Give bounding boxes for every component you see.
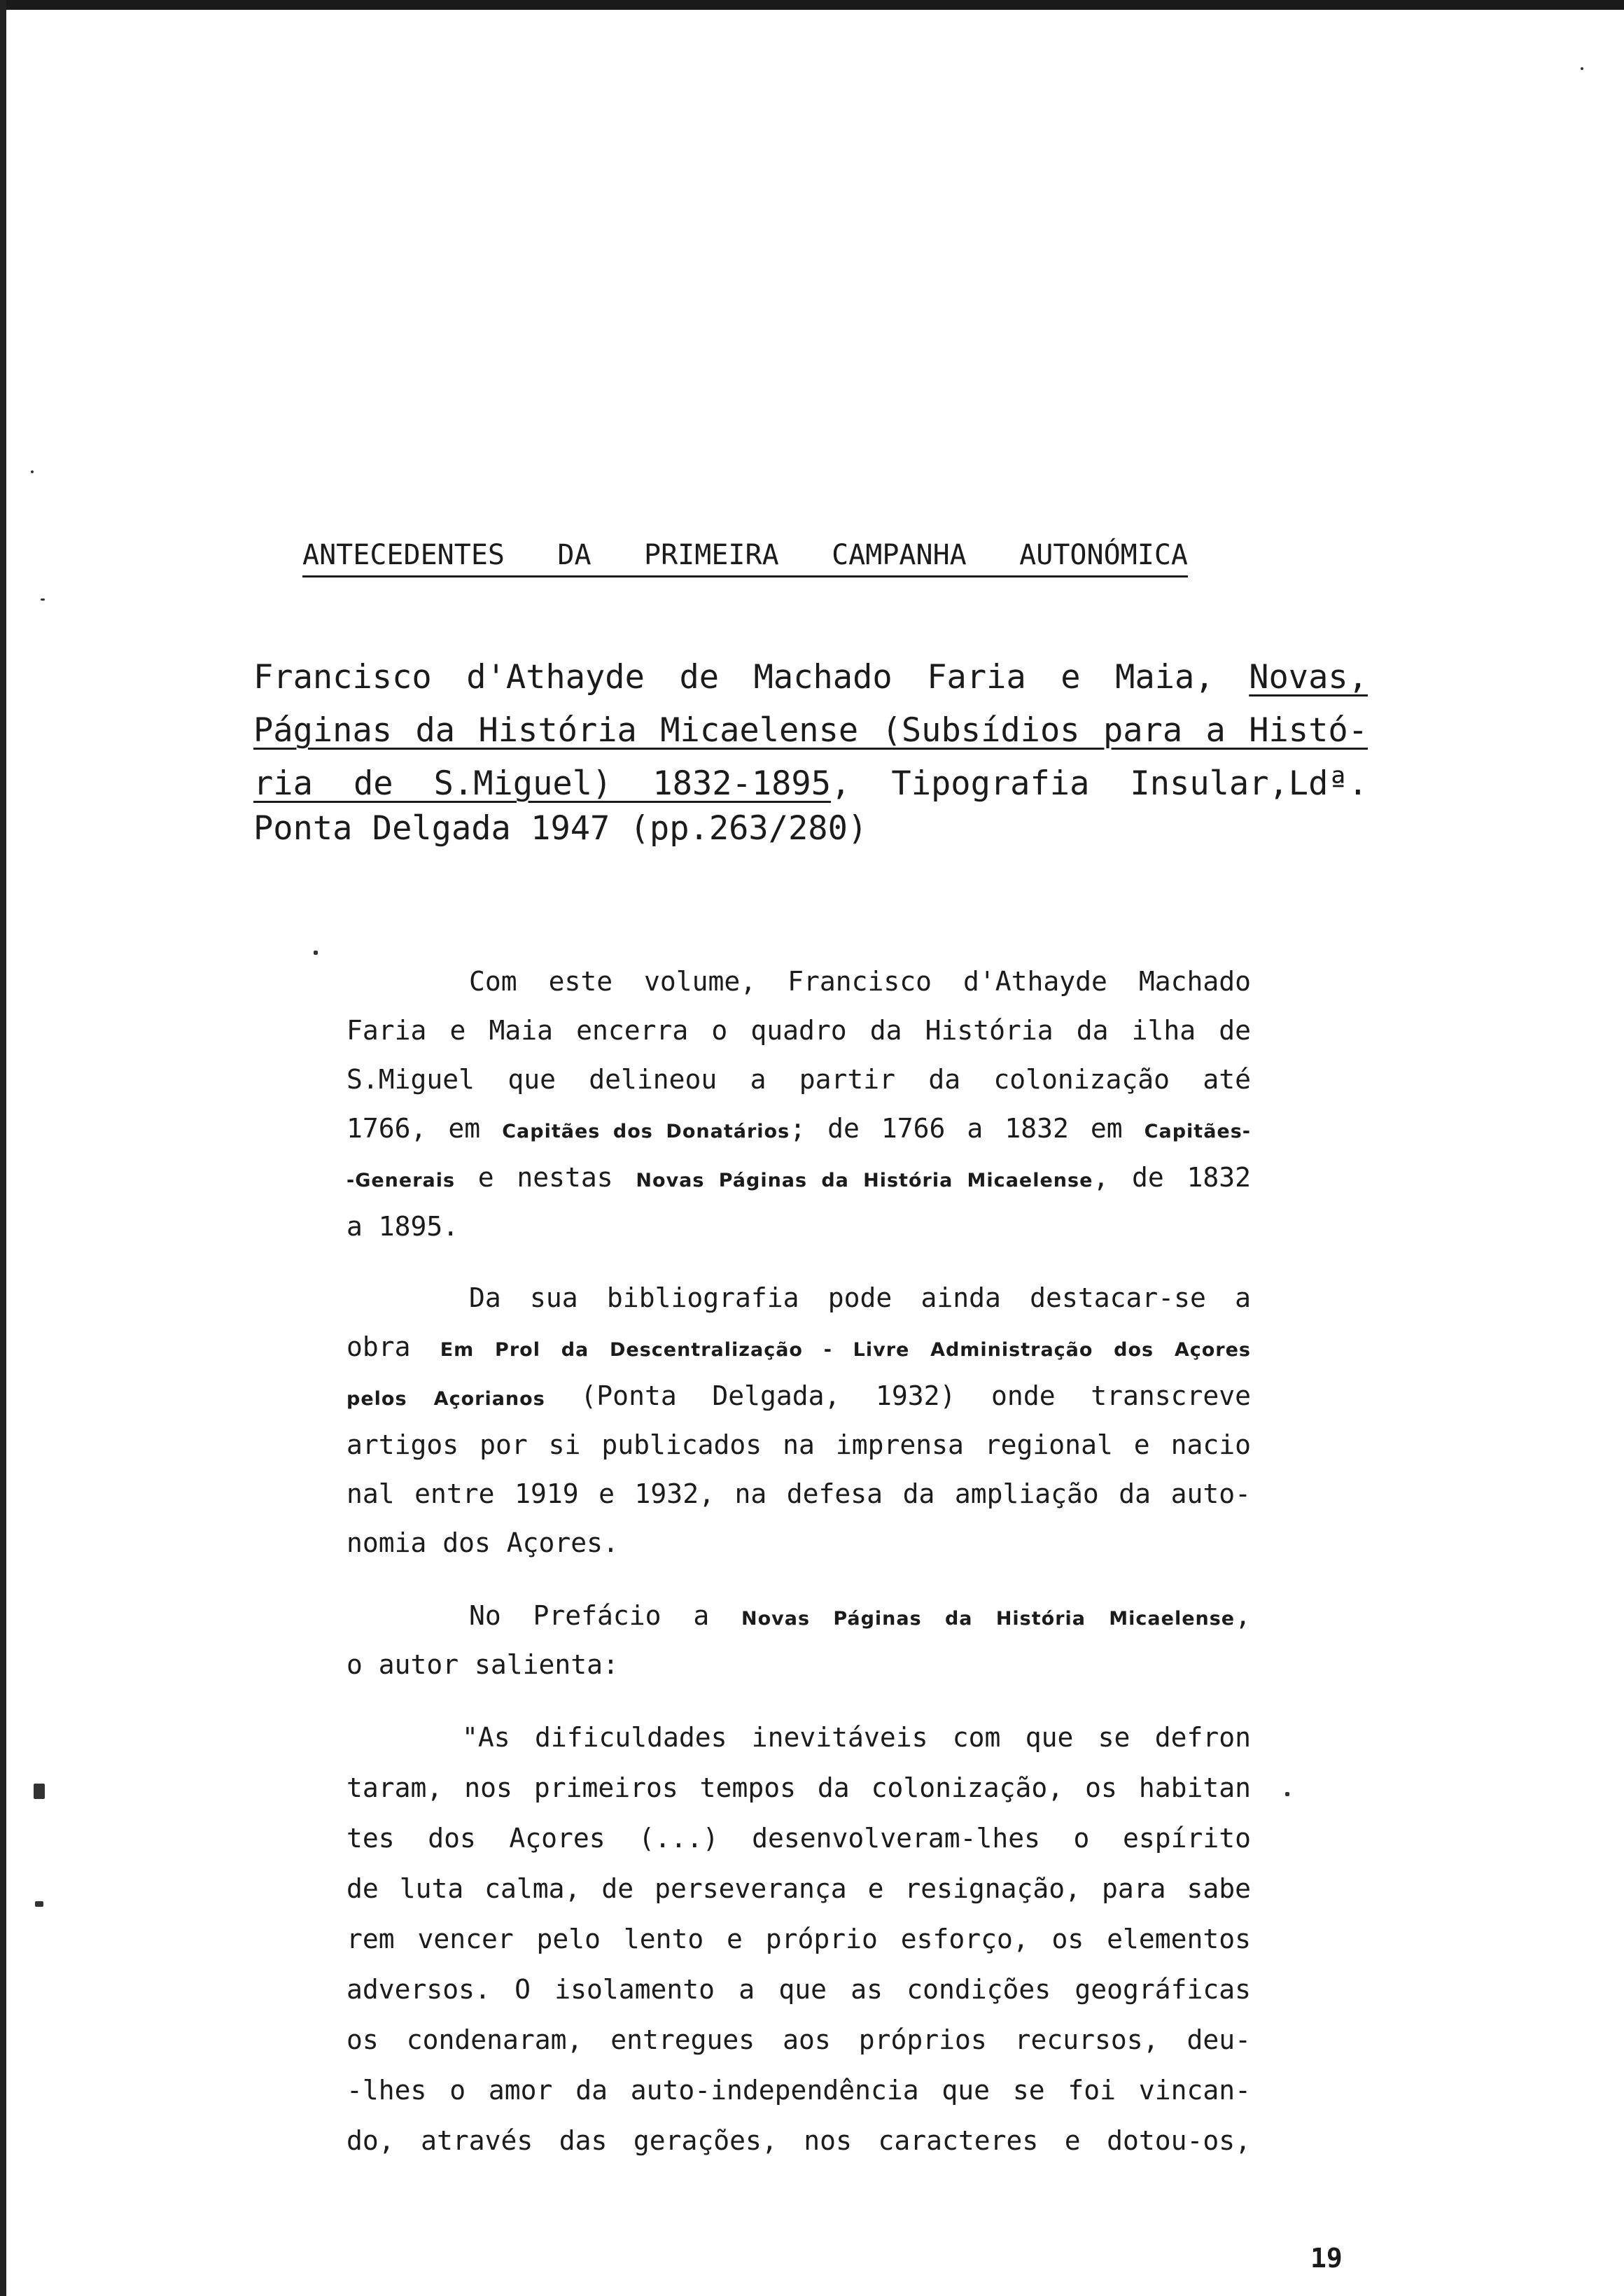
book-title: Capitães- (1144, 1121, 1252, 1142)
text-run: , (1235, 1600, 1252, 1631)
quote-line: adversos. O isolamento a que as condições geográficas (346, 1974, 1251, 2005)
paragraph-line (346, 1331, 1251, 1362)
book-title: -Generais (346, 1170, 456, 1191)
citation-line (253, 658, 1368, 696)
quote-line: taram, nos primeiros tempos da colonização, os habitan (346, 1772, 1251, 1803)
paragraph-line (346, 1162, 1251, 1193)
scan-speck (41, 598, 45, 601)
book-title: Em Prol da Descentralização - Livre Administração dos Açores (440, 1339, 1252, 1361)
text-run: ; de 1766 a 1832 em (790, 1113, 1144, 1144)
citation-publisher: , Tipografia Insular,Ldª. (831, 764, 1368, 803)
citation-line (253, 764, 1368, 803)
book-title: Novas Páginas da História Micaelense (636, 1170, 1093, 1191)
text-run: (Ponta Delgada, 1932) onde transcreve (545, 1380, 1251, 1411)
paragraph-line: S.Miguel que delineou a partir da colonização até (346, 1064, 1251, 1095)
section-heading: ANTECEDENTES DA PRIMEIRA CAMPANHA AUTONÓMICA (302, 539, 1188, 578)
paragraph-line: artigos por si publicados na imprensa regional e nacio (346, 1429, 1251, 1460)
text-run: No Prefácio a (469, 1600, 741, 1631)
paragraph-line (469, 1600, 1251, 1631)
book-title: Novas Páginas da História Micaelense (741, 1608, 1236, 1630)
citation-line: Páginas da História Micaelense (Subsídios para a Histó- (253, 711, 1368, 750)
paragraph-line: o autor salienta: (346, 1649, 619, 1680)
quote-line: -lhes o amor da auto-independência que se foi vincan- (346, 2075, 1251, 2106)
citation-title-part: ria de S.Miguel) 1832-1895 (253, 764, 832, 803)
paragraph-line: Da sua bibliografia pode ainda destacar-se a (469, 1282, 1251, 1313)
paragraph-line: a 1895. (346, 1211, 459, 1242)
quote-line: os condenaram, entregues aos próprios recursos, deu- (346, 2024, 1251, 2055)
scan-speck (314, 951, 318, 955)
quote-line: rem vencer pelo lento e próprio esforço, os elementos (346, 1924, 1251, 1954)
citation-author: Francisco d'Athayde de Machado Faria e Maia, (253, 658, 1250, 696)
text-run: obra (346, 1331, 440, 1362)
paragraph-line (346, 1380, 1251, 1411)
scan-speck (31, 470, 34, 473)
quote-line: tes dos Açores (...) desenvolveram-lhes o espírito (346, 1823, 1251, 1854)
scan-speck (1581, 67, 1583, 70)
book-title: pelos Açorianos (346, 1388, 545, 1410)
scan-border-left (0, 0, 6, 2296)
text-run: 1766, em (346, 1113, 503, 1144)
citation-line: Ponta Delgada 1947 (pp.263/280) (253, 809, 868, 848)
scan-border-top (0, 0, 1624, 10)
text-run: e nestas (455, 1162, 636, 1193)
scan-speck (34, 1784, 45, 1799)
citation-title-part: Novas, (1249, 658, 1368, 696)
page-number: 19 (1310, 2243, 1343, 2274)
paragraph-line: nal entre 1919 e 1932, na defesa da ampliação da auto- (346, 1478, 1251, 1509)
scan-speck (35, 1901, 43, 1907)
quote-line: de luta calma, de perseverança e resignação, para sabe (346, 1873, 1251, 1904)
paragraph-line: Com este volume, Francisco d'Athayde Machado (469, 966, 1251, 997)
paragraph-line: nomia dos Açores. (346, 1527, 619, 1558)
quote-line: "As dificuldades inevitáveis com que se defron (462, 1722, 1251, 1753)
paragraph-line (346, 1113, 1251, 1144)
quote-line: do, através das gerações, nos caracteres e dotou-os, (346, 2125, 1251, 2156)
scan-speck (1285, 1792, 1289, 1796)
text-run: , de 1832 (1093, 1162, 1252, 1193)
paragraph-line: Faria e Maia encerra o quadro da História da ilha de (346, 1015, 1251, 1046)
book-title: Capitães dos Donatários (502, 1121, 790, 1142)
